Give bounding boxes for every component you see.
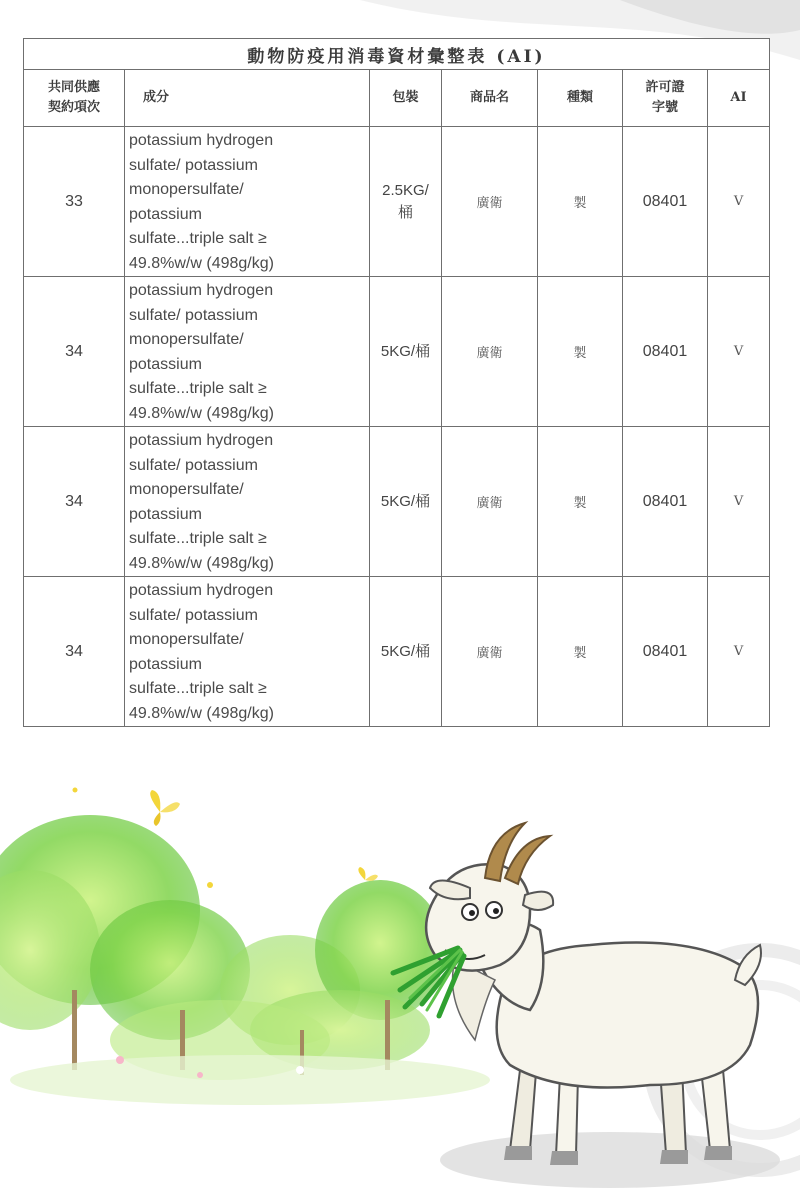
table-row — [24, 577, 770, 727]
cell-ai: V — [708, 427, 770, 577]
cell-package: 5KG/桶 — [370, 577, 442, 727]
cell-license: 08401 — [623, 577, 708, 727]
cell-license: 08401 — [623, 127, 708, 277]
table-row — [24, 427, 770, 577]
cell-ai: V — [708, 577, 770, 727]
goat-illustration — [0, 740, 800, 1197]
cell-type: 製 — [538, 427, 623, 577]
cell-type: 製 — [538, 277, 623, 427]
cell-ingredient: potassium hydrogen sulfate/ potassium monopersulfate/ potassium sulfate...triple salt ≥ 49.8%w/w (498g/kg) — [125, 577, 370, 727]
cell-item-no: 34 — [24, 277, 125, 427]
butterfly-icon — [358, 867, 378, 881]
cell-ai: V — [708, 127, 770, 277]
disinfectant-table — [23, 38, 770, 727]
goat-icon — [393, 823, 780, 1188]
cell-product-name: 廣衛 — [442, 127, 538, 277]
cell-ingredient: potassium hydrogen sulfate/ potassium monopersulfate/ potassium sulfate...triple salt ≥ 49.8%w/w (498g/kg) — [125, 127, 370, 277]
disinfectant-table-container — [23, 38, 769, 727]
col-header-product-name: 商品名 — [442, 70, 538, 127]
col-header-item-no: 共同供應 契約項次 — [24, 70, 125, 127]
table-row — [24, 127, 770, 277]
col-header-type: 種類 — [538, 70, 623, 127]
cell-product-name: 廣衛 — [442, 577, 538, 727]
tree-cluster-icon — [0, 815, 490, 1105]
cell-product-name: 廣衛 — [442, 427, 538, 577]
table-row — [24, 277, 770, 427]
cell-license: 08401 — [623, 277, 708, 427]
cell-ingredient: potassium hydrogen sulfate/ potassium monopersulfate/ potassium sulfate...triple salt ≥ 49.8%w/w (498g/kg) — [125, 427, 370, 577]
col-header-ingredient: 成分 — [125, 70, 370, 127]
cell-package: 5KG/桶 — [370, 427, 442, 577]
col-header-package: 包裝 — [370, 70, 442, 127]
sparkle-icon — [73, 788, 78, 793]
cell-item-no: 33 — [24, 127, 125, 277]
cell-package: 2.5KG/ 桶 — [370, 127, 442, 277]
table-header-row — [24, 70, 770, 127]
sparkle-icon — [207, 882, 213, 888]
cell-license: 08401 — [623, 427, 708, 577]
cell-ai: V — [708, 277, 770, 427]
cell-ingredient: potassium hydrogen sulfate/ potassium monopersulfate/ potassium sulfate...triple salt ≥ 49.8%w/w (498g/kg) — [125, 277, 370, 427]
table-title: 動物防疫用消毒資材彙整表 (AI) — [24, 39, 770, 70]
cell-package: 5KG/桶 — [370, 277, 442, 427]
cell-item-no: 34 — [24, 577, 125, 727]
cell-product-name: 廣衛 — [442, 277, 538, 427]
col-header-license: 許可證 字號 — [623, 70, 708, 127]
col-header-ai: AI — [708, 70, 770, 127]
cell-type: 製 — [538, 127, 623, 277]
cell-item-no: 34 — [24, 427, 125, 577]
butterfly-icon — [150, 790, 180, 826]
cell-type: 製 — [538, 577, 623, 727]
